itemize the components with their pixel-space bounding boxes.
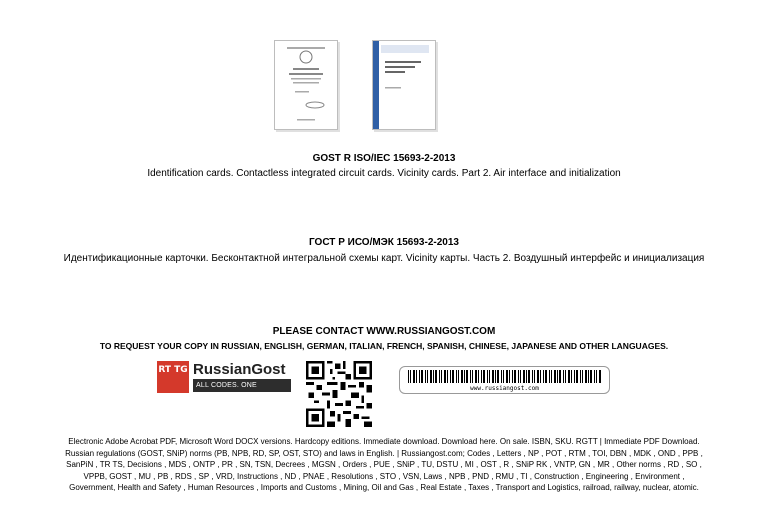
iso-cover-preview [373,41,435,129]
gost-cover-preview [275,41,337,129]
qr-code[interactable] [306,361,372,427]
footer-description: Electronic Adobe Acrobat PDF, Microsoft Word DOCX versions. Hardcopy editions. Immediate download. Download here. On sale. ISBN, SKU. RGTT | Immediate PDF Download. Russian regulations (GOST, SNiP) norms (PB, NPB, RD, SP, OST, STO) and laws in English. | Russiangost.com; Codes , Letters , NP , POT , RTM , TOI, DBN , MDK , OND , PPB , SanPiN , TR TS, Decisions , MDS , ONTP , PR , SN, TSN, Decrees , MGSN , Orders , PUE , SNiP , TU, DSTU , MI , OST , R , SNiP RK , VNTP, GN , MR , Other norms , RD , SO , VPPB, GOST , MU , PB , RDS , SP , VRD, Instructions , ND , PNAE , Resolutions , STO , VSN, Laws , NPB , PND , RMU , TI , Construction , Engineering , Environment , Government, Health and Safety , Human Resources , Imports and Customs , Mining, Oil and Gas , Real Estate , Taxes , Transport and Logistics, railroad, railway, nuclear, atomic. [65,437,703,492]
request-copy-text: TO REQUEST YOUR COPY IN RUSSIAN, ENGLISH, GERMAN, ITALIAN, FRENCH, SPANISH, CHINESE, JAPANESE AND OTHER LANGUAGES. [99,341,669,351]
logo-tagline: ALL CODES. ONE DATABASE. [193,379,291,392]
gost-document-thumbnail [274,40,338,130]
contact-heading: PLEASE CONTACT WWW.RUSSIANGOST.COM [272,326,496,337]
subtitle-russian: Идентификационные карточки. Бесконтактной интегральной схемы карт. Vicinity карты. Часть 2. Воздушный интерфейс и инициализация [63,253,705,264]
russiangost-logo[interactable] [157,361,291,402]
barcode-text: www.russiangost.com [470,385,539,392]
iso-document-thumbnail [372,40,436,130]
rttg-logo-mark: RT TG [157,361,189,393]
barcode-bars [408,370,601,383]
title-russian: ГОСТ Р ИСО/МЭК 15693-2-2013 [309,237,459,248]
barcode[interactable] [399,366,610,394]
logo-name: RussianGost [193,361,286,378]
title-english: GOST R ISO/IEC 15693-2-2013 [312,153,456,164]
subtitle-english: Identification cards. Contactless integrated circuit cards. Vicinity cards. Part 2. Air interface and initialization [147,168,621,179]
